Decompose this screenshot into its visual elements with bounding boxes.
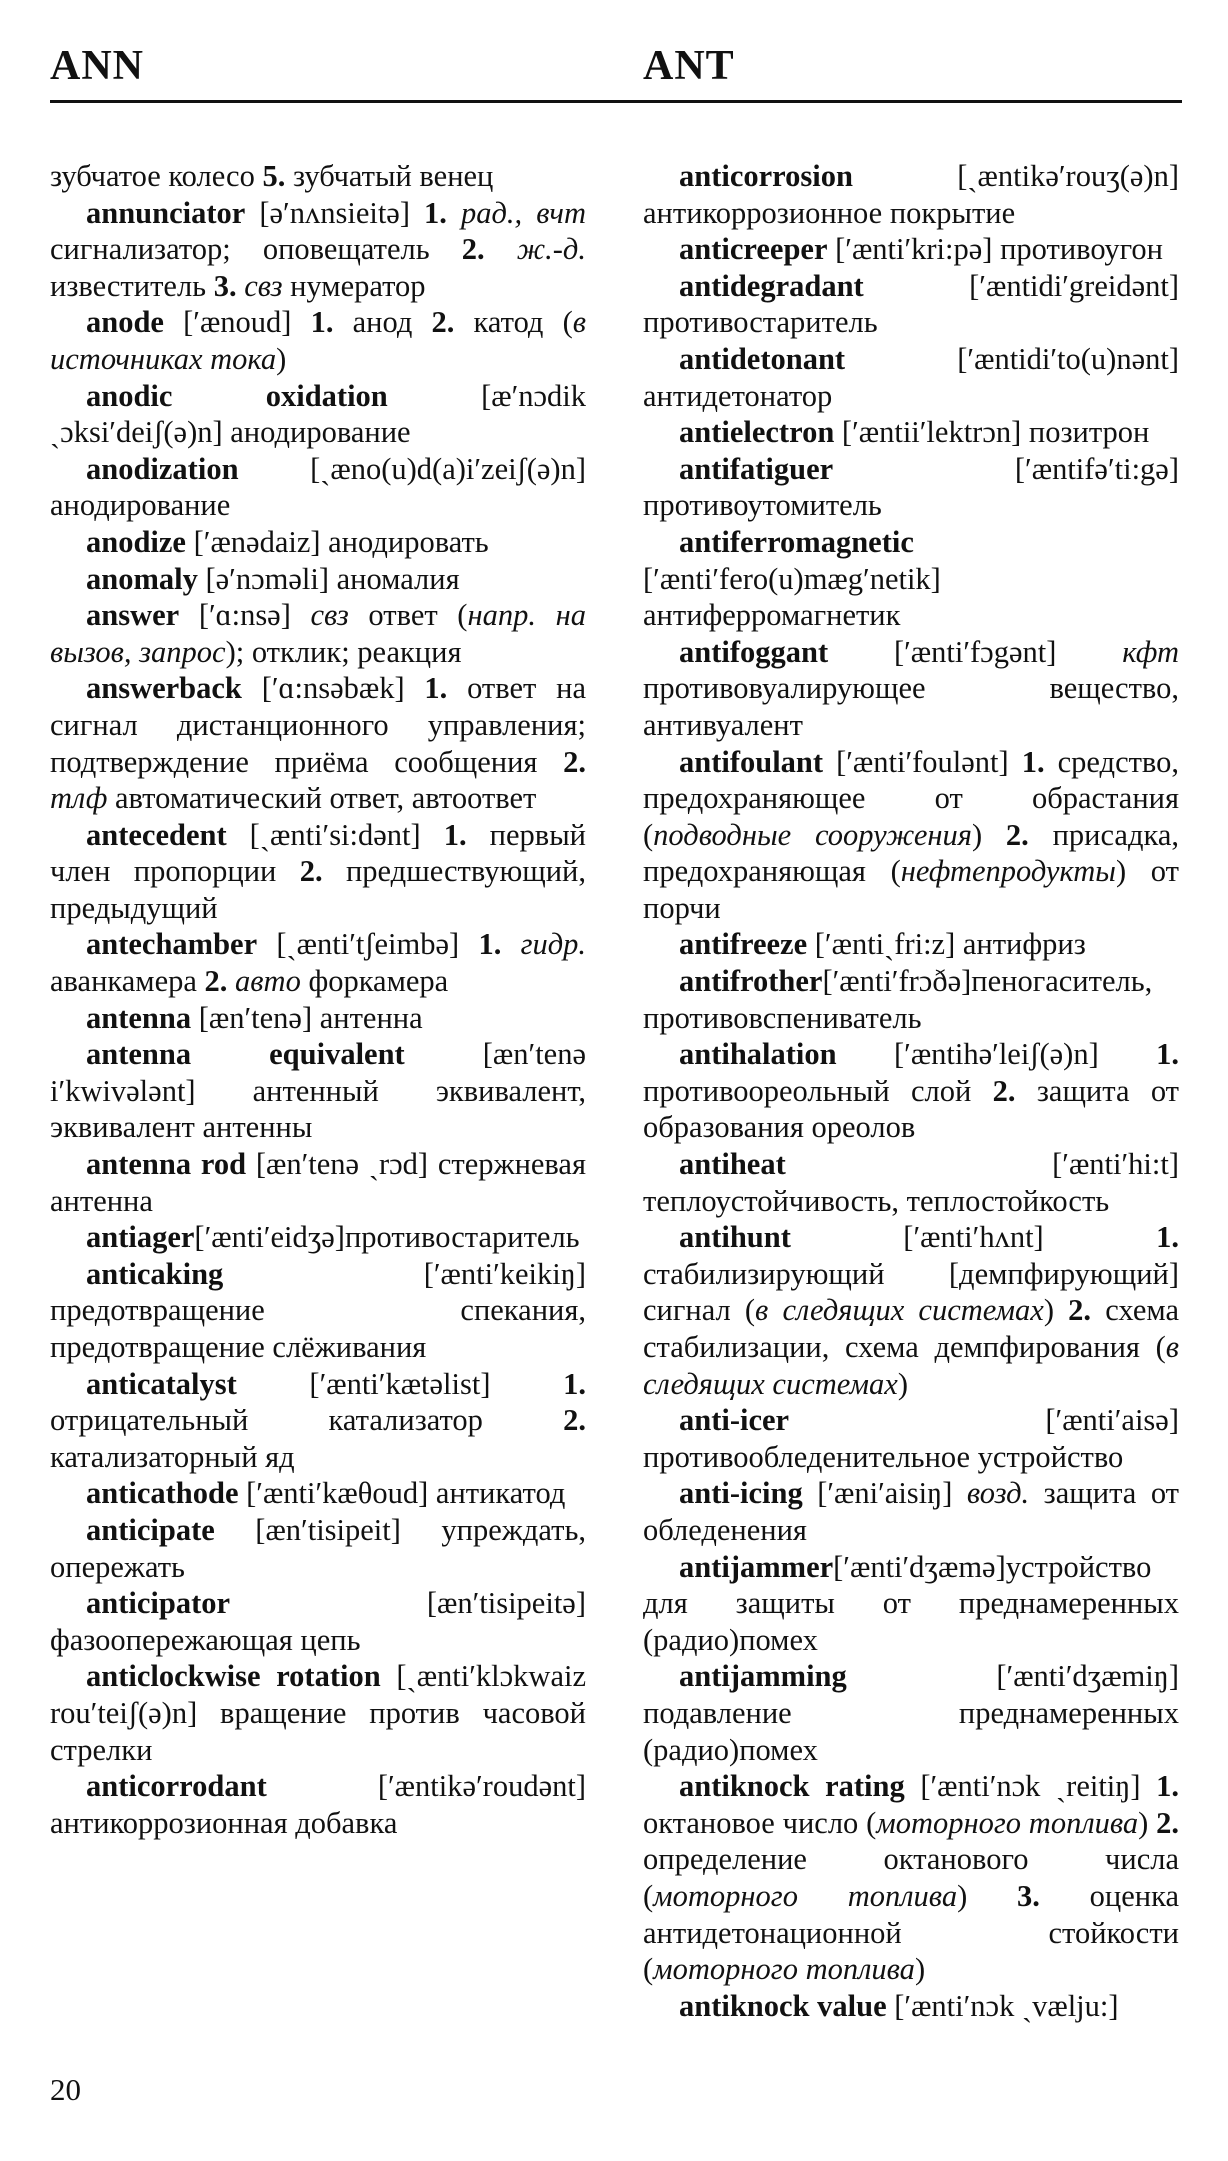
entry-headword: 1.	[424, 195, 447, 230]
entry-text: отрицательный катализатор	[50, 1403, 564, 1438]
entry-headword: 2.	[1156, 1805, 1179, 1840]
entry-text: [′ænti′kri:pə] противоугон	[827, 232, 1163, 267]
right-column	[643, 158, 1179, 2024]
dictionary-entry	[643, 341, 1179, 414]
dictionary-entry	[643, 926, 1179, 963]
entry-headword: 1.	[1156, 1037, 1179, 1072]
dictionary-entry	[643, 634, 1179, 744]
header-right-guideword: ANT	[643, 43, 735, 89]
entry-headword: antecedent	[86, 817, 227, 852]
entry-text: [′æntifə′ti:gə] противоутомитель	[643, 451, 1179, 523]
entry-headword: antiheat	[679, 1147, 786, 1182]
entry-text: [′ænti′hi:t] теплоустойчивость, теплостойкость	[643, 1147, 1179, 1218]
entry-headword: 1.	[1156, 1220, 1179, 1255]
dictionary-entry	[50, 195, 586, 305]
entry-headword: 1.	[310, 305, 334, 340]
entry-text: стабилизирующий [демпфирующий] сигнал (	[643, 1256, 1179, 1328]
entry-text: [′ænti′frɔðə]пеногаситель, противовспениватель	[643, 964, 1153, 1035]
entry-headword: anticorrodant	[86, 1769, 267, 1804]
entry-headword: 2.	[563, 744, 586, 779]
entry-text: [′ænti′foulənt]	[823, 744, 1022, 779]
entry-text: [ə′nʌnsieitə]	[245, 195, 425, 230]
entry-text: предшествующий, предыдущий	[50, 854, 587, 925]
entry-label: в следящих системах	[643, 1330, 1179, 1401]
entry-headword: 3.	[1017, 1878, 1040, 1913]
dictionary-entry	[50, 1585, 586, 1658]
dictionary-entry	[50, 1000, 586, 1037]
entry-text: [′ænti′nɔk ˏvælju:]	[886, 1988, 1119, 2023]
dictionary-entry	[643, 1402, 1179, 1475]
entry-text: защита от обледенения	[643, 1476, 1179, 1547]
dictionary-entry	[643, 1768, 1179, 1988]
entry-text: нумератор	[282, 268, 426, 303]
dictionary-entry	[50, 1768, 586, 1841]
dictionary-entry	[643, 1475, 1179, 1548]
entry-headword: antifatiguer	[679, 451, 834, 486]
dictionary-entry	[50, 304, 586, 377]
entry-text: оценка антидетонационной стойкости (	[643, 1878, 1179, 1987]
entry-text: защита от образования ореолов	[643, 1073, 1179, 1145]
entry-headword: anti-icer	[679, 1403, 790, 1438]
entry-text	[485, 232, 517, 266]
entry-text: сигнализатор; оповещатель	[50, 232, 462, 267]
entry-text: [ˏænti′klɔkwaiz rou′teiʃ(ə)n] вращение против часовой стрелки	[50, 1659, 586, 1767]
entry-text: [′æntidi′to(u)nənt] антидетонатор	[643, 341, 1179, 413]
dictionary-entry	[50, 158, 586, 195]
entry-text: противовуалирующее вещество, антивуалент	[643, 671, 1179, 742]
entry-text: ) от порчи	[643, 854, 1179, 925]
entry-label: подводные сооружения	[653, 817, 972, 852]
entry-headword: antiknock rating	[679, 1769, 905, 1804]
entry-text: [′ænti′eidʒə]противостаритель	[194, 1220, 580, 1255]
entry-headword: anti-icing	[679, 1476, 803, 1511]
dictionary-entry	[643, 524, 1179, 634]
entry-headword: antielectron	[679, 415, 835, 450]
entry-headword: 2.	[204, 964, 228, 999]
dictionary-entry	[50, 817, 586, 927]
entry-label: моторного топлива	[653, 1878, 958, 1913]
entry-text: [æn′tenə ˏrɔd] стержневая антенна	[50, 1147, 587, 1218]
entry-text: [′ænti′keikiŋ] предотвращение спекания, предотвращение слёживания	[50, 1256, 586, 1364]
entry-text	[501, 927, 520, 961]
entry-headword: anomaly	[86, 561, 198, 596]
entry-text	[447, 196, 461, 230]
entry-headword: 2.	[1005, 817, 1029, 852]
entry-headword: anticipator	[86, 1586, 231, 1621]
entry-headword: antiferromagnetic	[679, 524, 914, 559]
dictionary-entry	[50, 378, 586, 451]
entry-headword: antidetonant	[679, 341, 846, 376]
entry-label: тлф	[50, 781, 108, 816]
dictionary-entry	[643, 1036, 1179, 1146]
entry-text: аванкамера	[50, 964, 205, 999]
entry-text: [′æni′aisiŋ]	[802, 1476, 967, 1511]
entry-text: катод (	[454, 305, 573, 340]
dictionary-entry	[50, 1366, 586, 1476]
dictionary-entry	[50, 561, 586, 598]
dictionary-entry	[643, 1219, 1179, 1402]
entry-label: в источниках тока	[50, 305, 587, 376]
dictionary-entry	[643, 963, 1179, 1036]
dictionary-entry	[50, 524, 586, 561]
entry-headword: 2.	[461, 232, 485, 267]
entry-text: присадка, предохраняющая (	[643, 817, 1179, 889]
entry-headword: antifreeze	[679, 927, 808, 962]
dictionary-entry	[643, 1549, 1179, 1659]
entry-text: [′ænti′nɔk ˏreitiŋ]	[904, 1769, 1157, 1804]
entry-headword: antiknock value	[679, 1988, 887, 2023]
entry-text: [æn′tisipeit] упреждать, опережать	[50, 1512, 586, 1584]
entry-text: определение октанового числа (	[643, 1842, 1179, 1913]
entry-text: катализаторный яд	[50, 1439, 295, 1474]
entry-headword: answerback	[86, 671, 242, 706]
dictionary-entry	[50, 451, 586, 524]
entry-headword: 2.	[431, 305, 455, 340]
entry-headword: anticatalyst	[86, 1366, 237, 1401]
left-column	[50, 158, 586, 1841]
entry-text: [′æntiˏfri:z] антифриз	[807, 927, 1086, 962]
dictionary-entry	[643, 268, 1179, 341]
entry-headword: 1.	[563, 1366, 586, 1401]
entry-text: [′ænti′kæθoud] антикатод	[238, 1476, 566, 1511]
entry-headword: annunciator	[86, 195, 246, 230]
entry-text: ); отклик; реакция	[225, 634, 462, 669]
entry-label: ж.-д.	[516, 232, 586, 267]
entry-text: [′ænti′fɔgənt]	[828, 634, 1123, 669]
entry-text: зубчатый венец	[285, 159, 494, 193]
entry-text: [ˏæno(u)d(a)i′zeiʃ(ə)n] анодирование	[50, 451, 586, 523]
dictionary-entry	[50, 1256, 586, 1366]
entry-text: )	[276, 341, 287, 376]
entry-label: свз	[310, 598, 349, 633]
dictionary-entry	[50, 1512, 586, 1585]
entry-text: [ˏænti′si:dənt]	[226, 817, 444, 852]
entry-text: [′ænti′hʌnt]	[790, 1220, 1157, 1255]
entry-headword: 1.	[478, 927, 502, 962]
entry-headword: antijammer	[679, 1549, 834, 1584]
entry-text: [æn′tenə i′kwivələnt] антенный эквивалент, эквивалент антенны	[50, 1037, 586, 1145]
entry-text: ответ на сигнал дистанционного управления; подтверждение приёма сообщения	[50, 671, 586, 779]
entry-text: [ə′nɔməli] аномалия	[197, 561, 460, 596]
dictionary-entry	[50, 1146, 586, 1219]
entry-label: напр. на вызов, запрос	[50, 598, 586, 669]
dictionary-entry	[643, 158, 1179, 231]
entry-label: моторного топлива	[653, 1952, 915, 1987]
entry-headword: 1.	[1021, 744, 1045, 779]
entry-text: известитель	[50, 268, 214, 303]
entry-headword: antiager	[86, 1220, 195, 1255]
dictionary-entry	[50, 597, 586, 670]
dictionary-entry	[50, 1219, 586, 1256]
entry-label: авто	[235, 964, 301, 999]
entry-headword: 1.	[424, 671, 448, 706]
entry-headword: 2.	[299, 854, 323, 889]
entry-text: [′ænti′dʒæmə]устройство для защиты от преднамеренных (радио)помех	[643, 1549, 1179, 1657]
entry-headword: 2.	[1068, 1293, 1092, 1328]
dictionary-entry	[643, 451, 1179, 524]
entry-text: [æn′tenə] антенна	[191, 1000, 423, 1035]
entry-text: [′ænti′kætəlist]	[236, 1366, 564, 1401]
entry-label: моторного топлива	[876, 1805, 1139, 1840]
dictionary-entry	[50, 670, 586, 816]
entry-text: [æn′tisipeitə] фазоопережающая цепь	[50, 1586, 586, 1657]
entry-text: [′ænti′fero(u)mæg′netik] антиферромагнетик	[643, 561, 941, 633]
entry-text: зубчатое колесо	[50, 159, 263, 193]
entry-text: ответ (	[348, 598, 468, 633]
entry-headword: anodize	[86, 524, 186, 559]
entry-headword: antifoulant	[679, 744, 824, 779]
entry-headword: antenna rod	[86, 1147, 247, 1182]
entry-label: нефтепродукты	[900, 854, 1116, 889]
dictionary-entry	[50, 1658, 586, 1768]
entry-headword: antenna	[86, 1000, 192, 1035]
dictionary-entry	[50, 926, 586, 999]
entry-text: средство, предохраняющее от обрастания (	[643, 744, 1179, 852]
dictionary-entry	[643, 231, 1179, 268]
entry-headword: antijamming	[679, 1659, 847, 1694]
entry-headword: antifoggant	[679, 634, 829, 669]
entry-label: в следящих системах	[755, 1293, 1044, 1328]
entry-headword: anode	[86, 305, 164, 340]
entry-text: )	[957, 1878, 1018, 1913]
entry-text: автоматический ответ, автоответ	[107, 781, 537, 816]
entry-text: [′æntii′lektrɔn] позитрон	[834, 415, 1150, 450]
entry-headword: anticorrosion	[679, 159, 853, 193]
entry-text: [′ænoud]	[163, 305, 311, 340]
page-number: 20	[50, 2072, 81, 2107]
dictionary-entry	[643, 414, 1179, 451]
entry-label: гидр.	[520, 927, 587, 962]
entry-headword: antechamber	[86, 927, 258, 962]
entry-headword: anticreeper	[679, 232, 828, 267]
entry-text: [ˏæntikə′rouʒ(ə)n] антикоррозионное покрытие	[643, 159, 1179, 230]
entry-text: [æ′nɔdik ˏɔksi′deiʃ(ə)n] анодирование	[50, 378, 586, 450]
entry-headword: 1.	[1156, 1769, 1179, 1804]
entry-text: [′ænədaiz] анодировать	[185, 524, 489, 559]
entry-text: )	[1043, 1293, 1069, 1328]
entry-label: возд.	[966, 1476, 1030, 1511]
entry-text: анод	[333, 305, 432, 340]
entry-headword: antidegradant	[679, 268, 864, 303]
entry-text: противоореольный слой	[643, 1073, 993, 1108]
dictionary-entry	[643, 1146, 1179, 1219]
entry-text: [′ɑ:nsə]	[179, 598, 311, 633]
entry-headword: antenna equivalent	[86, 1037, 405, 1072]
dictionary-entry	[643, 1988, 1179, 2025]
entry-text: [′æntidi′greidənt] противостаритель	[643, 268, 1179, 340]
entry-headword: 1.	[443, 817, 467, 852]
entry-text: форкамера	[300, 964, 449, 999]
entry-text: )	[897, 1366, 908, 1401]
entry-label: свз	[244, 268, 283, 303]
entry-headword: antihalation	[679, 1037, 837, 1072]
entry-text: первый член пропорции	[50, 817, 587, 889]
entry-label: кфт	[1122, 634, 1179, 669]
entry-headword: antifrother	[679, 964, 823, 999]
entry-text: [′æntikə′roudənt] антикоррозионная добавка	[50, 1769, 586, 1840]
dictionary-entry	[50, 1475, 586, 1512]
entry-text: [′ænti′dʒæmiŋ] подавление преднамеренных (радио)помех	[643, 1659, 1179, 1767]
entry-text: [′ænti′aisə] противообледенительное устройство	[643, 1403, 1179, 1474]
entry-text: [′æntihə′leiʃ(ə)n]	[836, 1037, 1157, 1072]
entry-headword: antihunt	[679, 1220, 791, 1255]
dictionary-entry	[643, 1658, 1179, 1768]
entry-text: схема стабилизации, схема демпфирования (	[643, 1293, 1179, 1364]
header-left-guideword: ANN	[50, 43, 144, 89]
entry-label: рад., вчт	[460, 195, 587, 230]
entry-headword: anticipate	[86, 1512, 215, 1547]
entry-text: )	[971, 817, 1006, 852]
entry-headword: answer	[86, 598, 180, 633]
entry-headword: anodic oxidation	[86, 378, 388, 413]
entry-headword: anticaking	[86, 1256, 224, 1291]
dictionary-entry	[50, 1036, 586, 1146]
entry-headword: 3.	[213, 268, 237, 303]
entry-headword: anticlockwise rotation	[86, 1659, 381, 1694]
entry-text: [ˏænti′tʃeimbə]	[257, 927, 479, 962]
entry-text: октановое число (	[643, 1805, 877, 1840]
entry-headword: anodization	[86, 451, 239, 486]
running-header	[50, 42, 1182, 103]
entry-text: [′ɑ:nsəbæk]	[241, 671, 425, 706]
entry-headword: 2.	[992, 1073, 1016, 1108]
entry-headword: 5.	[262, 159, 286, 193]
entry-text	[227, 964, 235, 998]
entry-text: )	[914, 1952, 926, 1987]
entry-headword: 2.	[563, 1403, 586, 1438]
entry-text: )	[1138, 1805, 1157, 1840]
dictionary-entry	[643, 744, 1179, 927]
entry-headword: anticathode	[86, 1476, 239, 1511]
